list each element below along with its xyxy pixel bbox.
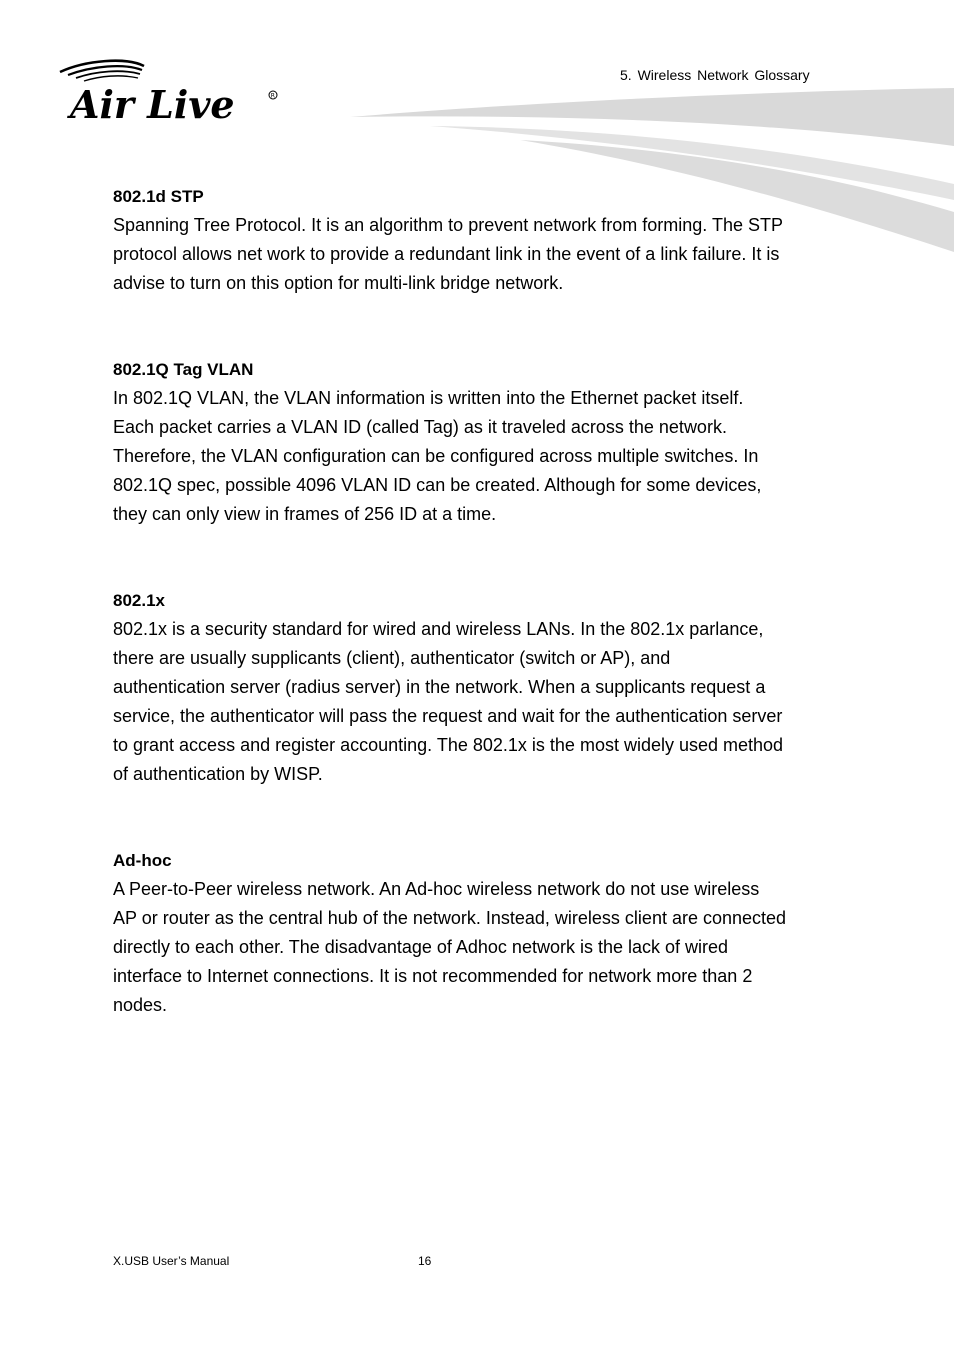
glossary-entry-802-1d-stp bbox=[113, 182, 843, 298]
glossary-term: 802.1d STP bbox=[113, 187, 204, 206]
chapter-title: 5. Wireless Network Glossary bbox=[620, 67, 810, 83]
glossary-definition: Spanning Tree Protocol. It is an algorithm to prevent network from forming. The STP protocol allows net work to provide a redundant link in the event of a link failure. It is advise to turn on this option for multi-link bridge network. bbox=[113, 215, 783, 293]
glossary-content bbox=[113, 182, 843, 1077]
airlive-logo-text: Air Live bbox=[70, 82, 235, 124]
glossary-definition: In 802.1Q VLAN, the VLAN information is written into the Ethernet packet itself. Each packet carries a VLAN ID (called Tag) as it traveled across the network. Therefore, the VLAN configuration can be configured across multiple switches. In 802.1Q spec, possible 4096 VLAN ID can be created. Although for some devices, they can only view in frames of 256 ID at a time. bbox=[113, 388, 762, 524]
glossary-definition: A Peer-to-Peer wireless network. An Ad-hoc wireless network do not use wireless AP or router as the central hub of the network. Instead, wireless client are connected directly to each other. The disadvantage of Adhoc network is the lack of wired interface to Internet connections. It is not recommended for network more than 2 nodes. bbox=[113, 879, 787, 1015]
glossary-term: 802.1Q Tag VLAN bbox=[113, 360, 254, 379]
airlive-logo bbox=[56, 58, 288, 124]
glossary-entry-802-1x bbox=[113, 586, 843, 789]
footer-page-number: 16 bbox=[418, 1254, 432, 1268]
glossary-entry-802-1q-tag-vlan bbox=[113, 355, 843, 529]
svg-text:R: R bbox=[270, 92, 275, 100]
glossary-term: Ad-hoc bbox=[113, 851, 172, 870]
glossary-entry-ad-hoc bbox=[113, 846, 843, 1020]
glossary-term: 802.1x bbox=[113, 591, 165, 610]
glossary-definition: 802.1x is a security standard for wired and wireless LANs. In the 802.1x parlance, there are usually supplicants (client), authenticator (switch or AP), and authentication server (radius server) in the network. When a supplicants request a service, the authenticator will pass the request and wait for the authentication server to grant access and register accounting. The 802.1x is the most widely used method of authentication by WISP. bbox=[113, 619, 784, 784]
footer-manual-name: X.USB User’s Manual bbox=[113, 1254, 230, 1268]
